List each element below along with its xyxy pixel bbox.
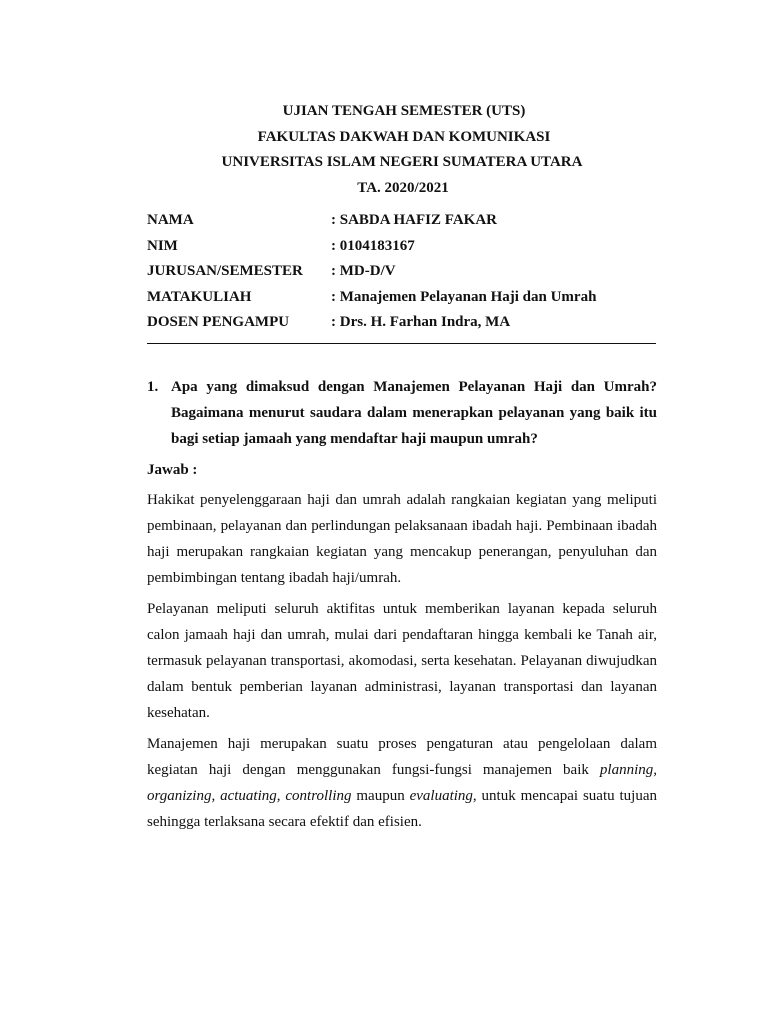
identity-label: NAMA — [147, 212, 194, 228]
identity-value: : MD-D/V — [331, 263, 396, 279]
identity-row-matakuliah — [147, 285, 657, 311]
identity-value: : 0104183167 — [331, 237, 415, 254]
horizontal-divider — [147, 343, 656, 344]
answer-label: Jawab : — [147, 462, 198, 478]
identity-label: JURUSAN/SEMESTER — [147, 263, 303, 279]
identity-value: : Drs. H. Farhan Indra, MA — [331, 314, 511, 330]
student-identity — [147, 208, 657, 336]
identity-row-dosen — [147, 310, 657, 336]
answer-paragraph-3 — [147, 731, 657, 835]
paragraph-text: maupun — [351, 788, 410, 804]
question-text: Apa yang dimaksud dengan Manajemen Pelayanan Haji dan Umrah? Bagaimana menurut saudara dalam menerapkan pelayanan yang baik itu bagi setiap jamaah yang mendaftar haji maupun umrah? — [171, 379, 657, 447]
identity-value: : SABDA HAFIZ FAKAR — [331, 212, 497, 228]
identity-row-jurusan — [147, 259, 657, 285]
identity-row-nim — [147, 234, 657, 260]
italic-term: planning, organizing, actuating, controlling — [147, 762, 657, 804]
paragraph-text: Manajemen haji merupakan suatu proses pengaturan atau pengelolaan dalam kegiatan haji dengan menggunakan fungsi-fungsi manajemen baik — [147, 736, 657, 778]
answer-paragraph-1: Hakikat penyelenggaraan haji dan umrah adalah rangkaian kegiatan yang meliputi pembinaan, pelayanan dan perlindungan pelaksanaan ibadah haji. Pembinaan ibadah haji merupakan rangkaian kegiatan yang mencakup penerangan, penyuluhan dan pembimbingan tentang ibadah haji/umrah. — [147, 492, 657, 586]
paragraph-text: , untuk mencapai suatu tujuan sehingga terlaksana secara efektif dan efisien. — [147, 788, 657, 830]
exam-title: UJIAN TENGAH SEMESTER (UTS) — [282, 103, 526, 119]
question-1 — [147, 374, 657, 452]
identity-value: : Manajemen Pelayanan Haji dan Umrah — [331, 288, 597, 305]
identity-row-nama — [147, 208, 657, 234]
document-header — [0, 99, 768, 201]
academic-year: TA. 2020/2021 — [357, 179, 449, 196]
answer-paragraph-2: Pelayanan meliputi seluruh aktifitas untuk memberikan layanan kepada seluruh calon jamaah haji dan umrah, mulai dari pendaftaran hingga kembali ke Tanah air, termasuk pelayanan transportasi, akomodasi, serta kesehatan. Pelayanan diwujudkan dalam bentuk pemberian layanan administrasi, layanan transportasi dan layanan kesehatan. — [147, 601, 657, 721]
faculty-name: FAKULTAS DAKWAH DAN KOMUNIKASI — [257, 128, 551, 145]
identity-label: MATAKULIAH — [147, 288, 252, 305]
university-name: UNIVERSITAS ISLAM NEGERI SUMATERA UTARA — [221, 154, 583, 170]
question-number: 1. — [147, 379, 159, 395]
identity-label: NIM — [147, 237, 178, 254]
identity-label: DOSEN PENGAMPU — [147, 314, 290, 330]
italic-term: evaluating — [409, 788, 473, 804]
